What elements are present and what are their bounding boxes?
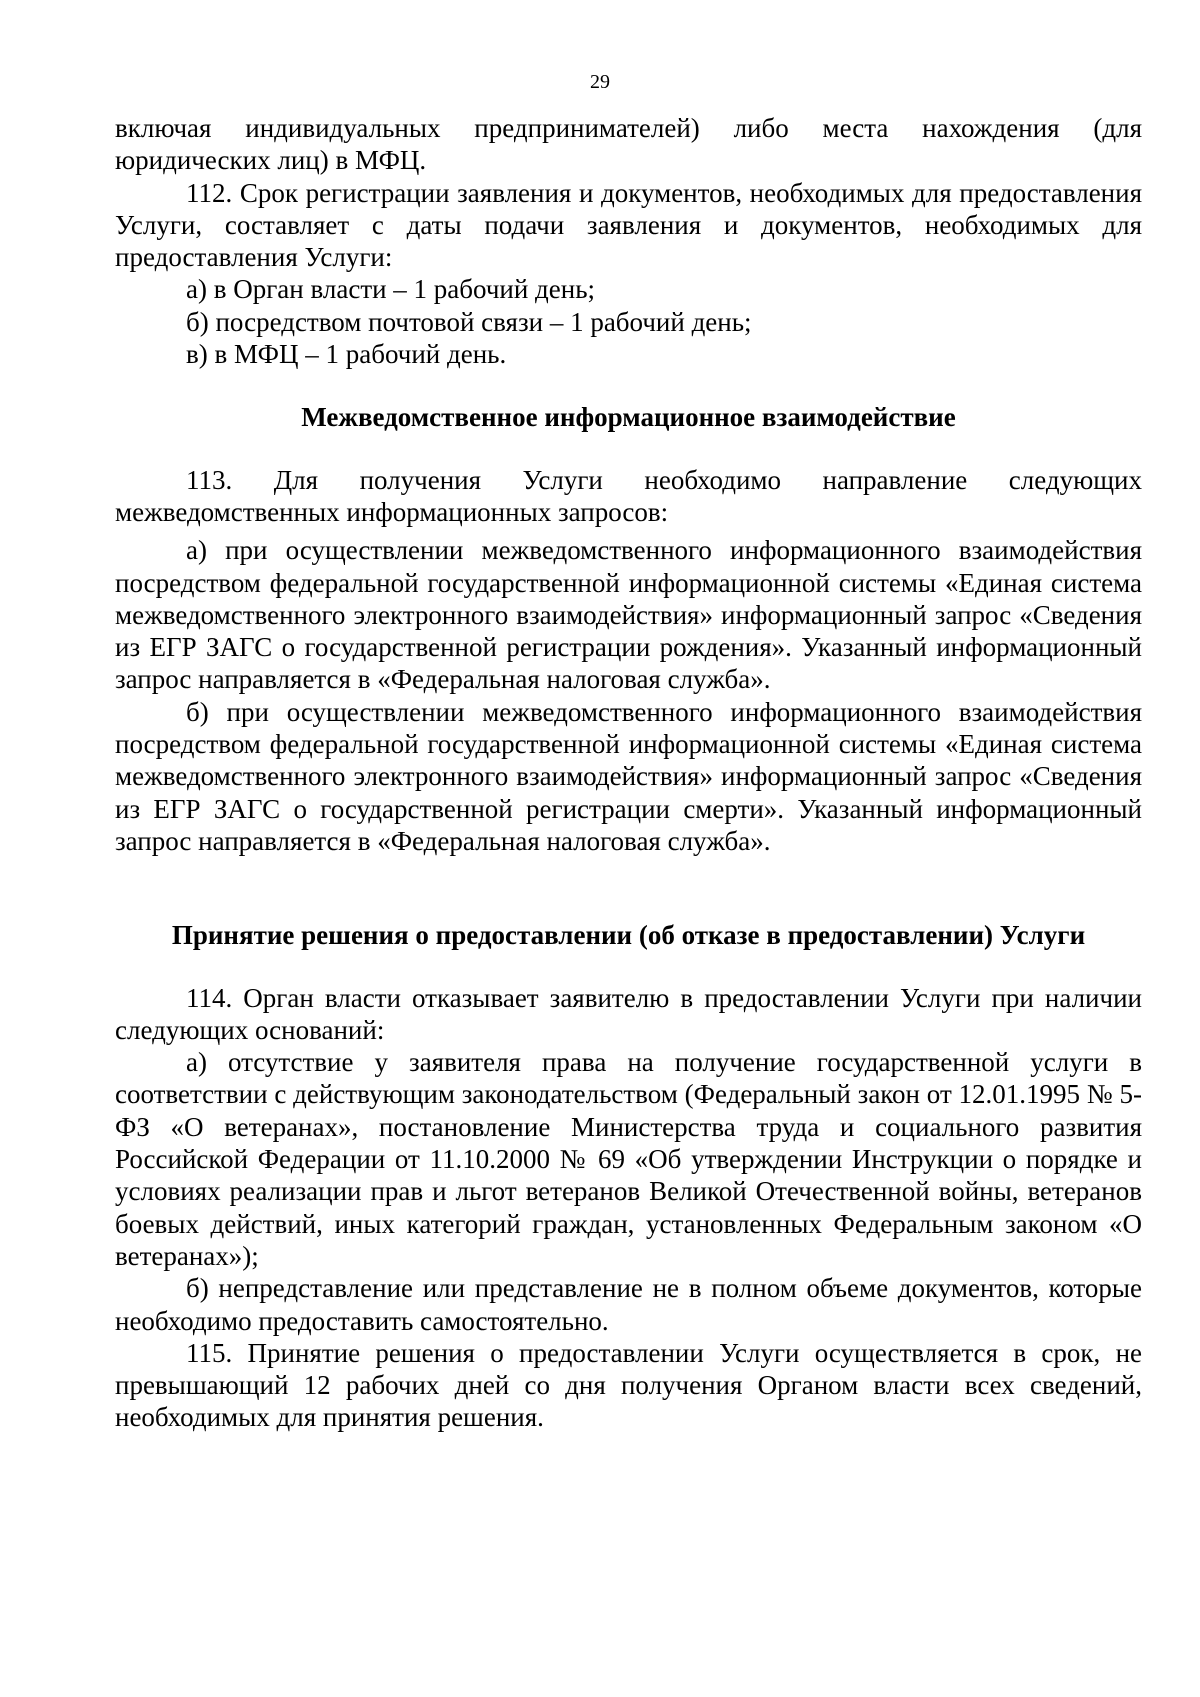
section-heading-decision: Принятие решения о предоставлении (об отказе в предоставлении) Услуги bbox=[171, 920, 1086, 951]
page-number: 29 bbox=[590, 71, 610, 93]
paragraph-continuation: включая индивидуальных предпринимателей) либо места нахождения (для юридических лиц) в МФЦ. bbox=[115, 113, 1142, 176]
list-item-b: б) посредством почтовой связи – 1 рабочий день; bbox=[186, 306, 752, 337]
paragraph-114-b: б) непредставление или представление не в полном объеме документов, которые необходимо предоставить самостоятельно. bbox=[115, 1273, 1142, 1336]
document-body bbox=[115, 112, 1142, 1434]
paragraph-113-a: а) при осуществлении межведомственного информационного взаимодействия посредством федеральной государственной информационной системы «Единая система межведомственного электронного взаимодействия» информационный запрос «Сведения из ЕГР ЗАГС о государственной регистрации рождения». Указанный информационный запрос направляется в «Федеральная налоговая служба». bbox=[115, 535, 1142, 695]
paragraph-114: 114. Орган власти отказывает заявителю в предоставлении Услуги при наличии следующих оснований: bbox=[115, 982, 1142, 1045]
paragraph-114-a: а) отсутствие у заявителя права на получение государственной услуги в соответствии с действующим законодательством (Федеральный закон от 12.01.1995 № 5-ФЗ «О ветеранах», постановление Министерства труда и социального развития Российской Федерации от 11.10.2000 № 69 «Об утверждении Инструкции о порядке и условиях реализации прав и льгот ветеранов Великой Отечественной войны, ветеранов боевых действий, иных категорий граждан, установленных Федеральным законом «О ветеранах»); bbox=[115, 1047, 1142, 1271]
paragraph-113-b: б) при осуществлении межведомственного информационного взаимодействия посредством федеральной государственной информационной системы «Единая система межведомственного электронного взаимодействия» информационный запрос «Сведения из ЕГР ЗАГС о государственной регистрации смерти». Указанный информационный запрос направляется в «Федеральная налоговая служба». bbox=[115, 696, 1142, 856]
paragraph-115: 115. Принятие решения о предоставлении Услуги осуществляется в срок, не превышающий 12 рабочих дней со дня получения Органом власти всех сведений, необходимых для принятия решения. bbox=[115, 1337, 1142, 1433]
paragraph-113: 113. Для получения Услуги необходимо направление следующих межведомственных информационных запросов: bbox=[115, 464, 1142, 527]
list-item-c: в) в МФЦ – 1 рабочий день. bbox=[186, 339, 507, 370]
section-heading-interagency: Межведомственное информационное взаимодействие bbox=[301, 402, 956, 433]
list-item-a: а) в Орган власти – 1 рабочий день; bbox=[186, 274, 596, 305]
paragraph-112: 112. Срок регистрации заявления и документов, необходимых для предоставления Услуги, составляет с даты подачи заявления и документов, необходимых для предоставления Услуги: bbox=[115, 177, 1142, 273]
